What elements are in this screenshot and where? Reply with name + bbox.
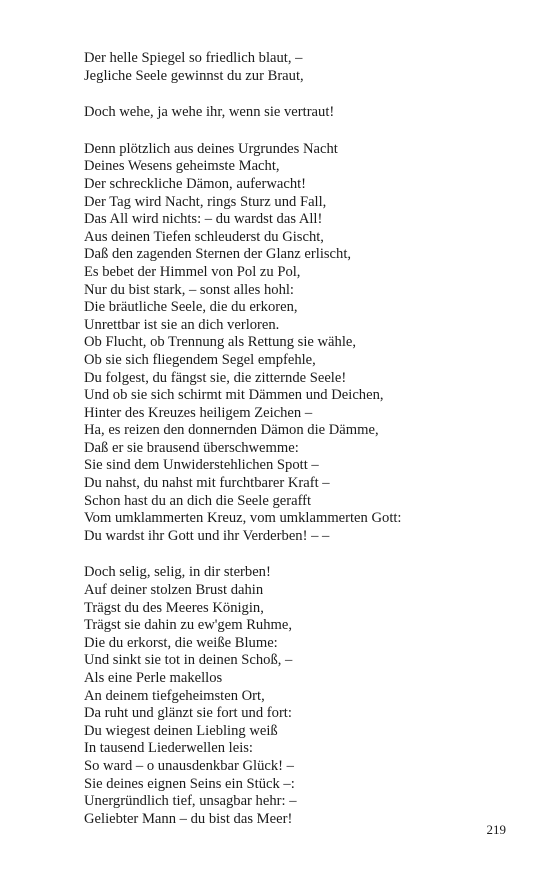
stanza-3 xyxy=(84,141,514,546)
poem-line: Als eine Perle makellos xyxy=(84,670,223,686)
poem-text xyxy=(84,50,514,847)
poem-line: Das All wird nichts: – du wardst das All! xyxy=(84,211,323,228)
poem-line: Du nahst, du nahst mit furchtbarer Kraft – xyxy=(84,475,330,492)
poem-line: Geliebter Mann – du bist das Meer! xyxy=(84,810,293,827)
poem-line: Du wiegest deinen Liebling weiß xyxy=(84,722,278,739)
poem-line: Sie deines eignen Seins ein Stück –: xyxy=(84,775,295,792)
poem-line: Jegliche Seele gewinnst du zur Braut, xyxy=(84,67,304,84)
poem-line: Trägst du des Meeres Königin, xyxy=(84,599,264,616)
stanza-4 xyxy=(84,564,514,828)
poem-line: So ward – o unausdenkbar Glück! – xyxy=(84,757,294,774)
poem-line: Unrettbar ist sie an dich verloren. xyxy=(84,316,280,333)
poem-line: An deinem tiefgeheimsten Ort, xyxy=(84,687,265,704)
poem-line: Und ob sie sich schirmt mit Dämmen und Deichen, xyxy=(84,387,384,404)
poem-line: Doch selig, selig, in dir sterben! xyxy=(84,564,271,581)
poem-line: Aus deinen Tiefen schleuderst du Gischt, xyxy=(84,228,324,245)
poem-line: Ha, es reizen den donnernden Dämon die Dämme, xyxy=(84,422,379,439)
poem-line: Daß den zagenden Sternen der Glanz erlischt, xyxy=(84,246,352,263)
poem-line: Da ruht und glänzt sie fort und fort: xyxy=(84,705,292,722)
poem-line: Doch wehe, ja wehe ihr, wenn sie vertraut! xyxy=(84,104,335,121)
poem-line: Unergründlich tief, unsagbar hehr: – xyxy=(84,793,297,810)
poem-line: Die du erkorst, die weiße Blume: xyxy=(84,634,278,651)
poem-line: Hinter des Kreuzes heiligem Zeichen – xyxy=(84,404,313,421)
poem-line: Es bebet der Himmel von Pol zu Pol, xyxy=(84,263,301,280)
poem-line: Du wardst ihr Gott und ihr Verderben! – – xyxy=(84,527,330,544)
poem-line: Auf deiner stolzen Brust dahin xyxy=(84,582,264,599)
stanza-1 xyxy=(84,50,514,85)
poem-line: Schon hast du an dich die Seele gerafft xyxy=(84,492,312,509)
poem-line: Der schreckliche Dämon, auferwacht! xyxy=(84,175,307,192)
poem-line: Der Tag wird Nacht, rings Sturz und Fall, xyxy=(84,193,327,210)
stanza-2 xyxy=(84,104,514,122)
poem-line: Ob Flucht, ob Trennung als Rettung sie wähle, xyxy=(84,334,357,351)
poem-line: Ob sie sich fliegendem Segel empfehle, xyxy=(84,351,316,368)
page-number: 219 xyxy=(486,822,506,837)
poem-line: Nur du bist stark, – sonst alles hohl: xyxy=(84,281,294,298)
poem-line: Deines Wesens geheimste Macht, xyxy=(84,158,280,175)
poem-line: Der helle Spiegel so friedlich blaut, – xyxy=(84,50,303,66)
poem-line: Und sinkt sie tot in deinen Schoß, – xyxy=(84,652,293,669)
poem-line: Daß er sie brausend überschwemme: xyxy=(84,439,299,456)
poem-line: Die bräutliche Seele, die du erkoren, xyxy=(84,299,298,316)
poem-line: Du folgest, du fängst sie, die zitternde Seele! xyxy=(84,369,347,386)
poem-line: Vom umklammerten Kreuz, vom umklammerten Gott: xyxy=(84,510,402,527)
poem-line: In tausend Liederwellen leis: xyxy=(84,740,253,757)
poem-line: Trägst sie dahin zu ew'gem Ruhme, xyxy=(84,617,292,634)
poem-line: Denn plötzlich aus deines Urgrundes Nacht xyxy=(84,140,338,157)
poem-line: Sie sind dem Unwiderstehlichen Spott – xyxy=(84,457,319,474)
